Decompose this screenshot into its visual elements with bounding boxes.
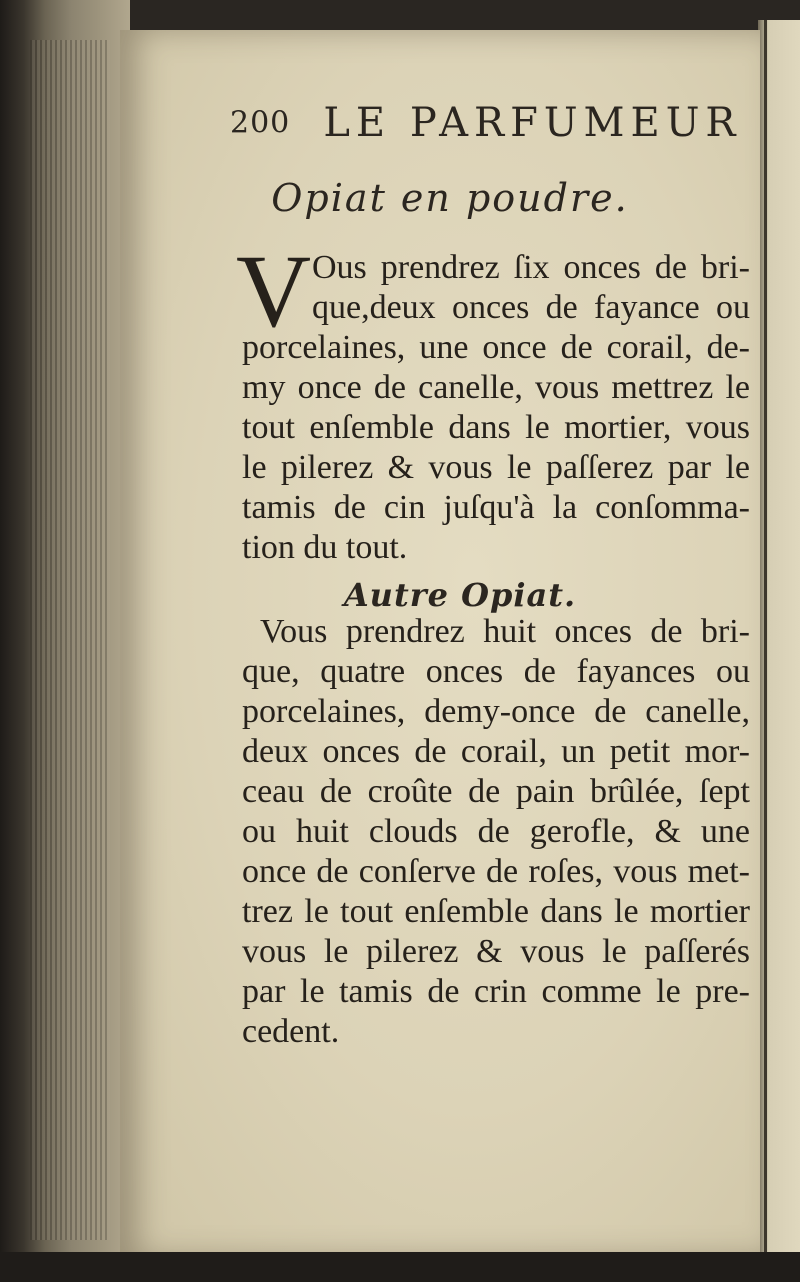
section-title-autre-opiat: Autre Opiat. [343, 576, 577, 614]
text-line: tion du tout. [242, 529, 408, 566]
text-line: porcelaines, une once de corail, de- [242, 329, 750, 366]
paragraph-opiat-en-poudre [242, 248, 750, 568]
page-number: 200 [230, 105, 291, 141]
paragraph-autre-opiat [242, 612, 750, 1052]
text-line: once de conſerve de roſes, vous met- [242, 853, 750, 890]
text-line: ou huit clouds de gerofle, & une [242, 813, 750, 850]
text-line: my once de canelle, vous mettrez le [242, 369, 750, 406]
bottom-edge [0, 1252, 800, 1282]
text-line: trez le tout enſemble dans le mortier [242, 893, 750, 930]
text-line: vous le pilerez & vous le paſſerés [242, 933, 750, 970]
text-line: que, quatre onces de fayances ou [242, 653, 750, 690]
text-line: tamis de cin juſqu'à la conſomma- [242, 489, 750, 526]
section-title-opiat-en-poudre: Opiat en poudre. [271, 176, 629, 220]
text-line: par le tamis de crin comme le pre- [242, 973, 750, 1010]
page-header [230, 100, 750, 146]
text-line: Vous prendrez huit onces de bri- [260, 613, 750, 650]
left-book-edge [0, 0, 130, 1282]
text-line: porcelaines, demy-once de canelle, [242, 693, 750, 730]
drop-cap: V [236, 234, 312, 349]
text-line: tout enſemble dans le mortier, vous [242, 409, 750, 446]
text-line: ceau de croûte de pain brûlée, ſept [242, 773, 750, 810]
text-line: le pilerez & vous le paſſerez par le [242, 449, 750, 486]
running-title: LE PARFUMEUR [323, 100, 742, 146]
text-line: cedent. [242, 1013, 340, 1050]
text-line: Ous prendrez ſix onces de bri- [312, 249, 750, 286]
facing-page-edge [758, 20, 800, 1260]
text-line: que,deux onces de fayance ou [312, 289, 750, 326]
text-line: deux onces de corail, un petit mor- [242, 733, 750, 770]
